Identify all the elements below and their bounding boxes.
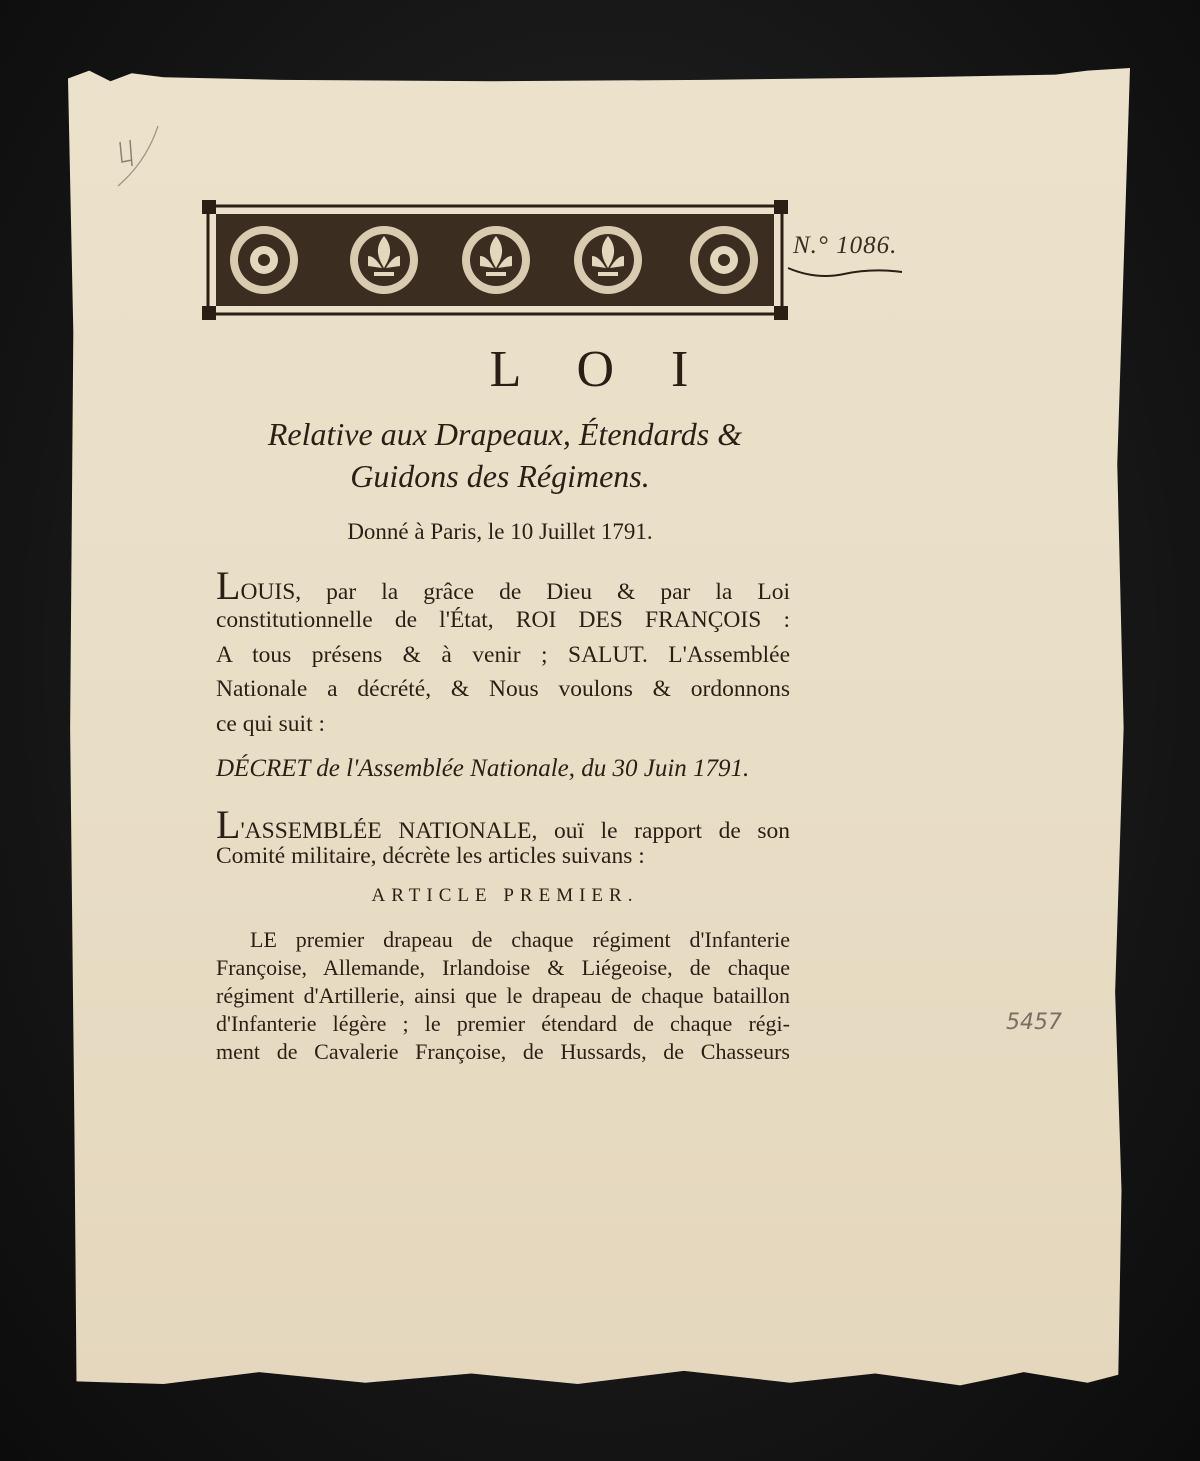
assembly-line2: Comité militaire, décrète les articles suivans : [216, 843, 645, 869]
preamble-line4: Nationale a décrété, & Nous voulons & ordonnons [216, 676, 790, 702]
swash-flourish-icon [786, 262, 904, 282]
fleur-de-lis-banner-icon [202, 196, 788, 324]
document-subtitle-line2: Guidons des Régimens. [350, 458, 650, 494]
article-line2: Françoise, Allemande, Irlandoise & Liégeoise, de chaque [216, 955, 790, 980]
preamble-line3: A tous présens & à venir ; SALUT. L'Assemblée [216, 642, 790, 668]
article-line5: ment de Cavalerie Françoise, de Hussards, de Chasseurs [216, 1039, 790, 1064]
inventory-number: 5457 [1006, 1010, 1062, 1035]
reference-number: N.° 1086. [793, 232, 898, 259]
preamble-line1-text: OUIS, par la grâce de Dieu & par la Loi [240, 579, 790, 605]
assembly-dropcap: L [216, 802, 241, 847]
assembly-line1-text: 'ASSEMBLÉE NATIONALE, ouï le rapport de son [240, 818, 790, 844]
document-title: L O I [489, 341, 711, 398]
article-line3: régiment d'Artillerie, ainsi que le drapeau de chaque bataillon [216, 983, 790, 1008]
pencil-mark-icon [110, 122, 170, 192]
preamble-line1 [216, 563, 790, 608]
article-title: ARTICLE PREMIER. [371, 885, 639, 906]
preamble-line5: ce qui suit : [216, 711, 325, 737]
decree-heading: DÉCRET de l'Assemblée Nationale, du 30 Juin 1791. [216, 755, 750, 782]
document-subtitle-line1: Relative aux Drapeaux, Étendards & [267, 416, 743, 452]
assembly-line1 [216, 802, 790, 847]
given-at-line: Donné à Paris, le 10 Juillet 1791. [347, 519, 653, 544]
preamble-dropcap: L [216, 563, 241, 608]
article-line4: d'Infanterie légère ; le premier étendard de chaque régi- [216, 1011, 790, 1036]
preamble-line2: constitutionnelle de l'État, ROI DES FRANÇOIS : [216, 607, 790, 633]
article-line1: LE premier drapeau de chaque régiment d'Infanterie [250, 927, 790, 952]
